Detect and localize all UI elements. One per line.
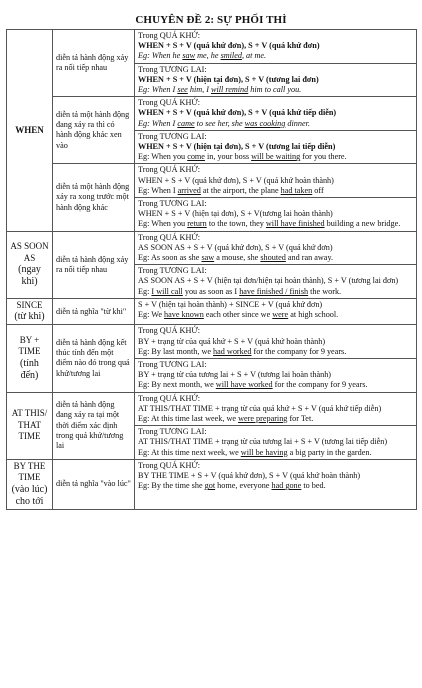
example-text: home, everyone [215,481,272,491]
tense-label: Trong TƯƠNG LAI: [138,64,207,74]
underlined-verb: have known [164,310,204,320]
tense-label: Trong TƯƠNG LAI: [138,131,207,141]
table-row [7,164,417,198]
usage-cell [135,358,417,392]
description-cell: diễn tả nghĩa "từ khi" [53,298,135,325]
formula: WHEN + S + V (hiện tại đơn), S + V (tương lai đơn) [138,74,319,84]
underlined-verb: will remind [211,85,249,95]
example-text: dinner. [285,118,310,128]
example-sentence [138,380,413,390]
underlined-verb: come [187,152,205,162]
example-text: building a new bridge. [324,219,401,229]
tense-table [6,29,417,510]
example-sentence [138,152,413,162]
keyword-cell [7,459,53,509]
tense-label: Trong QUÁ KHỨ: [138,232,201,242]
tense-label: Trong TƯƠNG LAI: [138,359,207,369]
keyword-cell [7,30,53,232]
formula: BY + trạng từ của quá khứ + S + V (quá khứ hoàn thành) [138,336,326,346]
example-sentence [138,414,413,424]
example-text: Eg: At this time next week, we [138,447,241,457]
example-text: Eg: [138,286,152,296]
usage-cell [135,298,417,325]
example-sentence [138,481,413,491]
tense-label: Trong TƯƠNG LAI: [138,427,207,437]
example-sentence [138,253,413,263]
usage-cell [135,325,417,359]
formula: AT THIS/THAT TIME + trạng từ của quá khứ + S + V (quá khứ tiếp diễn) [138,403,382,413]
example-text: Eg: When I [138,85,178,95]
formula: BY THE TIME + S + V (quá khứ đơn), S + V (quá khứ hoàn thành) [138,471,361,481]
usage-cell [135,130,417,164]
table-row [7,231,417,265]
keyword-meaning: (tính đến) [20,357,39,381]
example-text: Eg: When you [138,152,188,162]
underlined-verb: will have worked [215,380,273,390]
keyword-meaning: (từ khi) [14,311,45,323]
example-sentence [138,347,413,357]
keyword: BY + TIME [18,334,41,357]
formula: AS SOON AS + S + V (hiện tại đơn/hiện tại hoàn thành), S + V (tương lai đơn) [138,276,399,286]
usage-cell [135,97,417,131]
tense-label: Trong QUÁ KHỨ: [138,31,201,40]
page-title: CHUYÊN ĐỀ 2: SỰ PHỐI THÌ [135,14,287,26]
example-text: Eg: We [138,310,165,320]
example-text: to bed. [301,481,326,491]
keyword: SINCE [16,299,43,310]
table-row [7,97,417,131]
underlined-verb: had taken [280,185,313,195]
example-sentence [138,448,413,458]
table-row [7,298,417,325]
example-sentence [138,219,413,229]
usage-cell [135,198,417,232]
underlined-verb: return [187,219,207,229]
underlined-verb: had gone [271,481,302,491]
tense-label: Trong QUÁ KHỨ: [138,460,201,470]
example-text: to see her, she [194,118,245,128]
usage-cell [135,63,417,97]
example-text: in, your boss [204,152,252,162]
usage-cell [135,30,417,64]
formula: AS SOON AS + S + V (quá khứ đơn), S + V (quá khứ đơn) [138,242,333,252]
underlined-verb: came [177,118,195,128]
example-text: Eg: When I [138,118,178,128]
example-text: for the company for 9 years. [251,346,347,356]
example-text: Eg: When I [138,185,178,195]
formula: WHEN + S + V (quá khứ đơn), S + V (quá khứ tiếp diễn) [138,108,337,118]
description-cell: diễn tả hành động xảy ra nối tiếp nhau [53,231,135,298]
example-text: Eg: When you [138,219,188,229]
example-text: him, I [187,85,212,95]
tense-label: Trong TƯƠNG LAI: [138,199,207,209]
example-sentence [138,119,413,129]
example-text: for you there. [300,152,347,162]
usage-cell [135,392,417,426]
example-sentence [138,287,413,297]
example-sentence [138,85,413,95]
tense-label: Trong QUÁ KHỨ: [138,393,201,403]
tense-label: Trong QUÁ KHỨ: [138,165,201,175]
formula: AT THIS/THAT TIME + trạng từ của tương lai + S + V (tương lai tiếp diễn) [138,437,388,447]
example-text: to the town, they [206,219,266,229]
underlined-verb: saw [182,51,196,61]
example-text: at the airport, the plane [200,185,281,195]
underlined-verb: see [177,85,188,95]
example-text: a mouse, she [214,253,261,263]
example-text: Eg: At this time last week, we [138,414,239,423]
underlined-verb: will be having [240,447,288,457]
usage-cell [135,265,417,299]
description-cell: diễn tả một hành động xảy ra xong trước một hành động khác [53,164,135,231]
keyword-cell [7,231,53,298]
description-cell: diễn tả hành động xảy ra nối tiếp nhau [53,30,135,97]
keyword-cell [7,392,53,459]
formula: BY + trạng từ của tương lai + S + V (tương lai hoàn thành) [138,370,332,380]
example-text: him to call you. [248,85,302,95]
underlined-verb: I will call [151,286,183,296]
example-text: the work. [308,286,342,296]
keyword: AS SOON AS [10,241,49,263]
underlined-verb: will have finished [265,219,325,229]
table-row [7,392,417,426]
example-text: for Tet. [287,414,314,423]
example-text: Eg: By next month, we [138,380,216,390]
underlined-verb: saw [201,253,215,263]
usage-cell [135,231,417,265]
example-text: Eg: By the time she [138,481,205,491]
underlined-verb: smiled [220,51,242,61]
usage-cell [135,459,417,509]
keyword-cell [7,298,53,325]
example-text: Eg: As soon as she [138,253,202,263]
description-cell: diễn tả nghĩa "vào lúc" [53,459,135,509]
example-text: off [312,185,324,195]
formula: WHEN + S + V (hiện tại đơn), S + V(tương lai hoàn thành) [138,209,333,219]
example-text: for the company for 9 years. [272,380,368,390]
example-text: Eg: By last month, we [138,346,214,356]
example-text: , at me. [241,51,267,61]
keyword: WHEN [15,124,44,135]
description-cell: diễn tả hành động đang xảy ra tại một thời điểm xác định trong quá khứ/tương lai [53,392,135,459]
description-cell: diễn tả hành động kết thúc tính đến một điểm nào đó trong quá khứ/tương lai [53,325,135,392]
tense-table-body [7,30,417,510]
table-row [7,459,417,509]
underlined-verb: had worked [213,346,252,356]
keyword-meaning: (vào lúc) cho tới [11,483,48,507]
example-text: me, he [195,51,221,61]
keyword-cell [7,325,53,392]
keyword-meaning: (ngay khi) [18,264,41,288]
underlined-verb: was cooking [244,118,286,128]
table-row [7,30,417,64]
underlined-verb: were [272,310,289,320]
example-text: at high school. [288,310,339,320]
formula: WHEN + S + V (quá khứ đơn), S + V (quá khứ đơn) [138,41,320,51]
example-text: and ran away. [285,253,334,263]
underlined-verb: were preparing [238,414,288,423]
description-cell: diễn tả một hành động đang xảy ra thì có hành động khác xen vào [53,97,135,164]
formula: S + V (hiện tại hoàn thành) + SINCE + V (quá khứ đơn) [138,299,323,309]
formula: WHEN + S + V (quá khứ đơn), S + V (quá khứ hoàn thành) [138,175,334,185]
usage-cell [135,164,417,198]
example-sentence [138,310,413,320]
table-row [7,325,417,359]
underlined-verb: got [204,481,216,491]
tense-label: Trong QUÁ KHỨ: [138,326,201,336]
example-text: Eg: When he [138,51,183,61]
formula: WHEN + S + V (hiện tại đơn), S + V (tương lai tiếp diễn) [138,142,336,152]
underlined-verb: shouted [260,253,286,263]
example-sentence [138,186,413,196]
underlined-verb: arrived [177,185,201,195]
example-text: each other since we [203,310,273,320]
example-text: a big party in the garden. [287,447,372,457]
example-text: you as soon as I [182,286,240,296]
keyword: BY THE TIME [13,460,46,483]
tense-label: Trong TƯƠNG LAI: [138,266,207,276]
usage-cell [135,426,417,460]
underlined-verb: have finished / finish [239,286,309,296]
keyword: AT THIS/ THAT TIME [11,408,48,442]
tense-label: Trong QUÁ KHỨ: [138,98,201,108]
underlined-verb: will be waiting [251,152,301,162]
example-sentence [138,51,413,61]
